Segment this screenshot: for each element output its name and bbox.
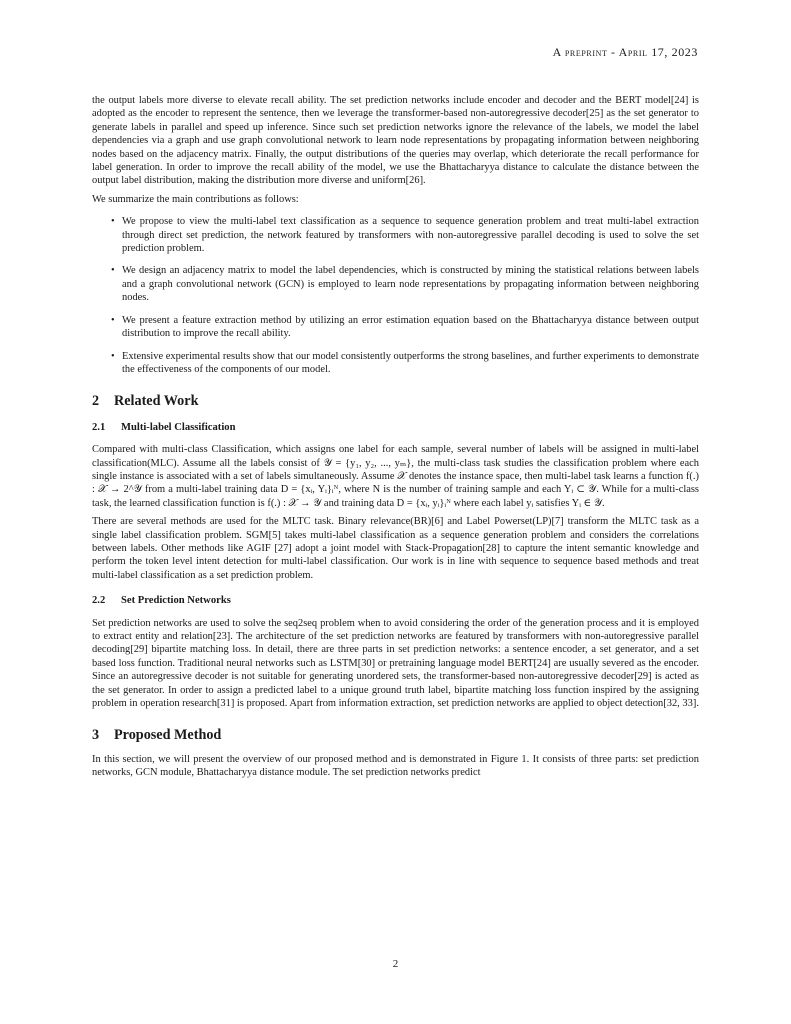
contribution-item <box>111 215 699 255</box>
running-header: A preprint - April 17, 2023 <box>552 45 698 59</box>
contribution-item <box>111 314 699 341</box>
set-prediction-paragraph: Set prediction networks are used to solve the seq2seq problem when to avoid considering the order of the generation process and it is employed to extract entity and relation[23]. The architecture of the set prediction networks are featured by transformers with non-autoregressive parallel decoding[29] bipartite matching loss. In detail, there are three parts in set prediction networks: a sentence encoder, a set generator, and a set based loss function. Traditional neural networks such as LSTM[30] or pretraining language model BERT[24] are usually severed as the encoder. Since an autoregressive decoder is not suitable for generating unordered sets, the transformer-based non-autoregressive decoder[29] is acted as the set generator. In order to assign a predicted label to a unique ground truth label, bipartite matching loss function inspired by the assigning problem in operation research[31] is proposed. Apart from information extraction, set prediction networks are applied to object detection[32, 33]. <box>92 617 699 710</box>
bullet-icon: • <box>111 350 115 362</box>
section-title: Related Work <box>114 393 199 410</box>
subsection-number: 2.1 <box>92 421 106 433</box>
subsection-number: 2.2 <box>92 595 106 607</box>
proposed-method-paragraph: In this section, we will present the overview of our proposed method and is demonstrated in Figure 1. It consists of three parts: set prediction networks, GCN module, Bhattacharyya distance module. The set prediction networks predict <box>92 753 699 779</box>
section-title: Proposed Method <box>114 727 222 744</box>
section-number: 2 <box>92 393 100 410</box>
subsection-heading-multi-label <box>92 421 699 434</box>
section-heading-related-work <box>92 395 699 408</box>
contribution-item <box>111 264 699 304</box>
bullet-icon: • <box>111 265 115 277</box>
contribution-text: We design an adjacency matrix to model the label dependencies, which is constructed by mining the statistical relations between labels and a graph convolutional network (GCN) is employed to learn node representations by propagating information between neighboring nodes. <box>122 265 699 304</box>
page-number: 2 <box>392 958 399 970</box>
contributions-list <box>92 215 699 376</box>
subsection-heading-set-prediction <box>92 594 699 607</box>
contribution-item <box>111 350 699 377</box>
bullet-icon: • <box>111 314 115 326</box>
body-content <box>92 94 699 785</box>
contribution-text: Extensive experimental results show that our model consistently outperforms the strong baselines, and further experiments to demonstrate the effectiveness of the components of our model. <box>122 350 699 375</box>
section-number: 3 <box>92 727 100 744</box>
contribution-text: We propose to view the multi-label text classification as a sequence to sequence generation problem and treat multi-label extraction through direct set prediction, the network featured by transformers with non-autoregressive parallel decoding is used to solve the set prediction problem. <box>122 216 699 255</box>
bullet-icon: • <box>111 216 115 228</box>
contributions-intro: We summarize the main contributions as follows: <box>92 193 299 205</box>
subsection-title: Set Prediction Networks <box>121 595 231 607</box>
multi-label-paragraph-2: There are several methods are used for the MLTC task. Binary relevance(BR)[6] and Label Powerset(LP)[7] transform the MLTC task as a single label classification problem. SGM[5] takes multi-label classification as a sequence generation problem and considers the correlations between labels. Other methods like AGIF [27] adopt a joint model with Stack-Propagation[28] to capture the intent semantic knowledge and perform the token level intent detection for multi-label classification. Our work is in line with sequence to sequence based methods and treat multi-label classification as a set prediction problem. <box>92 516 699 581</box>
section-heading-proposed-method <box>92 729 699 742</box>
subsection-title: Multi-label Classification <box>121 421 236 433</box>
intro-paragraph: the output labels more diverse to elevate recall ability. The set prediction networks include encoder and decoder and the BERT model[24] is adopted as the encoder to represent the sentence, then we leverage the transformer-based non-autoregressive decoder[25] as the set generator to generate labels in parallel and speed up inference. Since such set prediction networks ignore the relevance of the labels, we model the label dependencies via a graph and use graph convolutional network to learn node representations by propagating information between neighboring nodes based on the adjacency matrix. Finally, the output distributions of the queries may overlap, which deteriorate the recall performance for label generation. In order to improve the recall ability of the model, we use the Bhattacharyya distance to calculate the distance between the output label distribution, making the distribution more diverse and uniform[26]. <box>92 95 699 187</box>
contribution-text: We present a feature extraction method by utilizing an error estimation equation based on the Bhattacharyya distance between output distribution to improve the recall ability. <box>122 314 699 340</box>
multi-label-paragraph-1: Compared with multi-class Classification, which assigns one label for each sample, several number of labels will be assigned in multi-label classification(MLC). Assume all the labels consist of 𝒴 = {y₁, y₂, ..., yₘ}, the multi-class task studies the classification problem where each single instance is associated with a set of labels simultaneously. Assume 𝒳 denotes the instance space, then multi-label task learns a function f(.) : 𝒳 → 2^𝒴 from a multi-label training data D = {xᵢ, Yᵢ}ᵢᴺ, where N is the number of training sample and each Yᵢ ⊂ 𝒴. While for a multi-class task, the learned classification function is f(.) : 𝒳 → 𝒴 and training data D = {xᵢ, yᵢ}ᵢᴺ where each label yᵢ satisfies Yᵢ ∈ 𝒴. <box>92 444 699 509</box>
